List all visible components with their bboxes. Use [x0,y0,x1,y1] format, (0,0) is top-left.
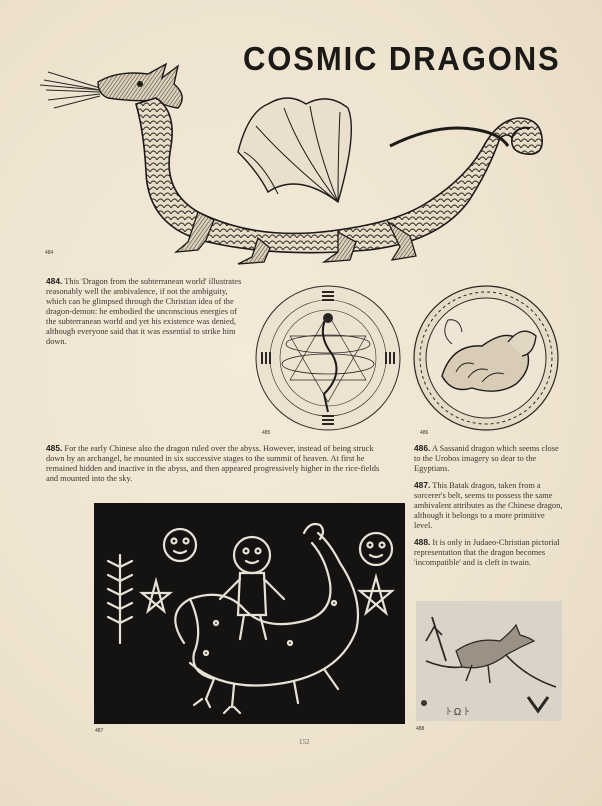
caption-column-right [414,443,564,574]
svg-text:ﾄ Ω ﾄ: ﾄ Ω ﾄ [446,707,470,718]
batak-dragon-plate [94,503,405,724]
caption-number: 487. [414,480,431,490]
caption-number: 484. [46,276,63,286]
dragon-engraving-illustration [38,52,558,267]
caption-text: A Sassanid dragon which seems close to the Urobos imagery so dear to the Egyptians. [414,444,559,473]
caption-488 [414,537,564,568]
page-title: COSMIC DRAGONS [243,40,561,77]
caption-485 [46,443,391,490]
cleft-dragon-plate [416,601,562,721]
caption-484 [46,276,244,353]
caption-486 [414,443,564,474]
figure-number: 485 [262,430,271,436]
figure-number: 484 [45,250,54,256]
page-number: 152 [299,738,310,746]
batak-dragon-illustration [94,503,405,724]
caption-number: 486. [414,443,431,453]
sassanid-dragon-medallion [412,284,560,432]
caption-number: 488. [414,537,431,547]
cleft-dragon-illustration [416,601,562,721]
chinese-cosmic-diagram [254,284,402,432]
figure-number: 488 [416,726,425,732]
caption-text: This Batak dragon, taken from a sorcerer's belt, seems to possess the same ambivalent attributes as the Chinese dragon, although it belongs to a more primitive level. [414,481,563,530]
figure-number: 487 [95,728,104,734]
caption-text: For the early Chinese also the dragon ruled over the abyss. However, instead of being struck down by an archangel, he mounted in six successive stages to the summit of heaven. At first he remained hidden and inactive in the abyss, and then appeared progressively higher in the rice-fields and mounted into the sky. [46,444,380,483]
figure-number: 486 [420,430,429,436]
caption-text: It is only in Judaeo-Christian pictorial representation that the dragon becomes 'incompatible' and is cleft in twain. [414,538,560,567]
caption-text: This 'Dragon from the subterranean world' illustrates reasonably well the ambivalence, if not the ambiguity, which can be glimpsed through the Christian idea of the dragon-demon: he embodied the unconscious energies of the subterranean world and yet his existence was denied, although everyone said that it was essential to strike him down. [46,277,242,346]
caption-number: 485. [46,443,63,453]
caption-487 [414,480,564,531]
